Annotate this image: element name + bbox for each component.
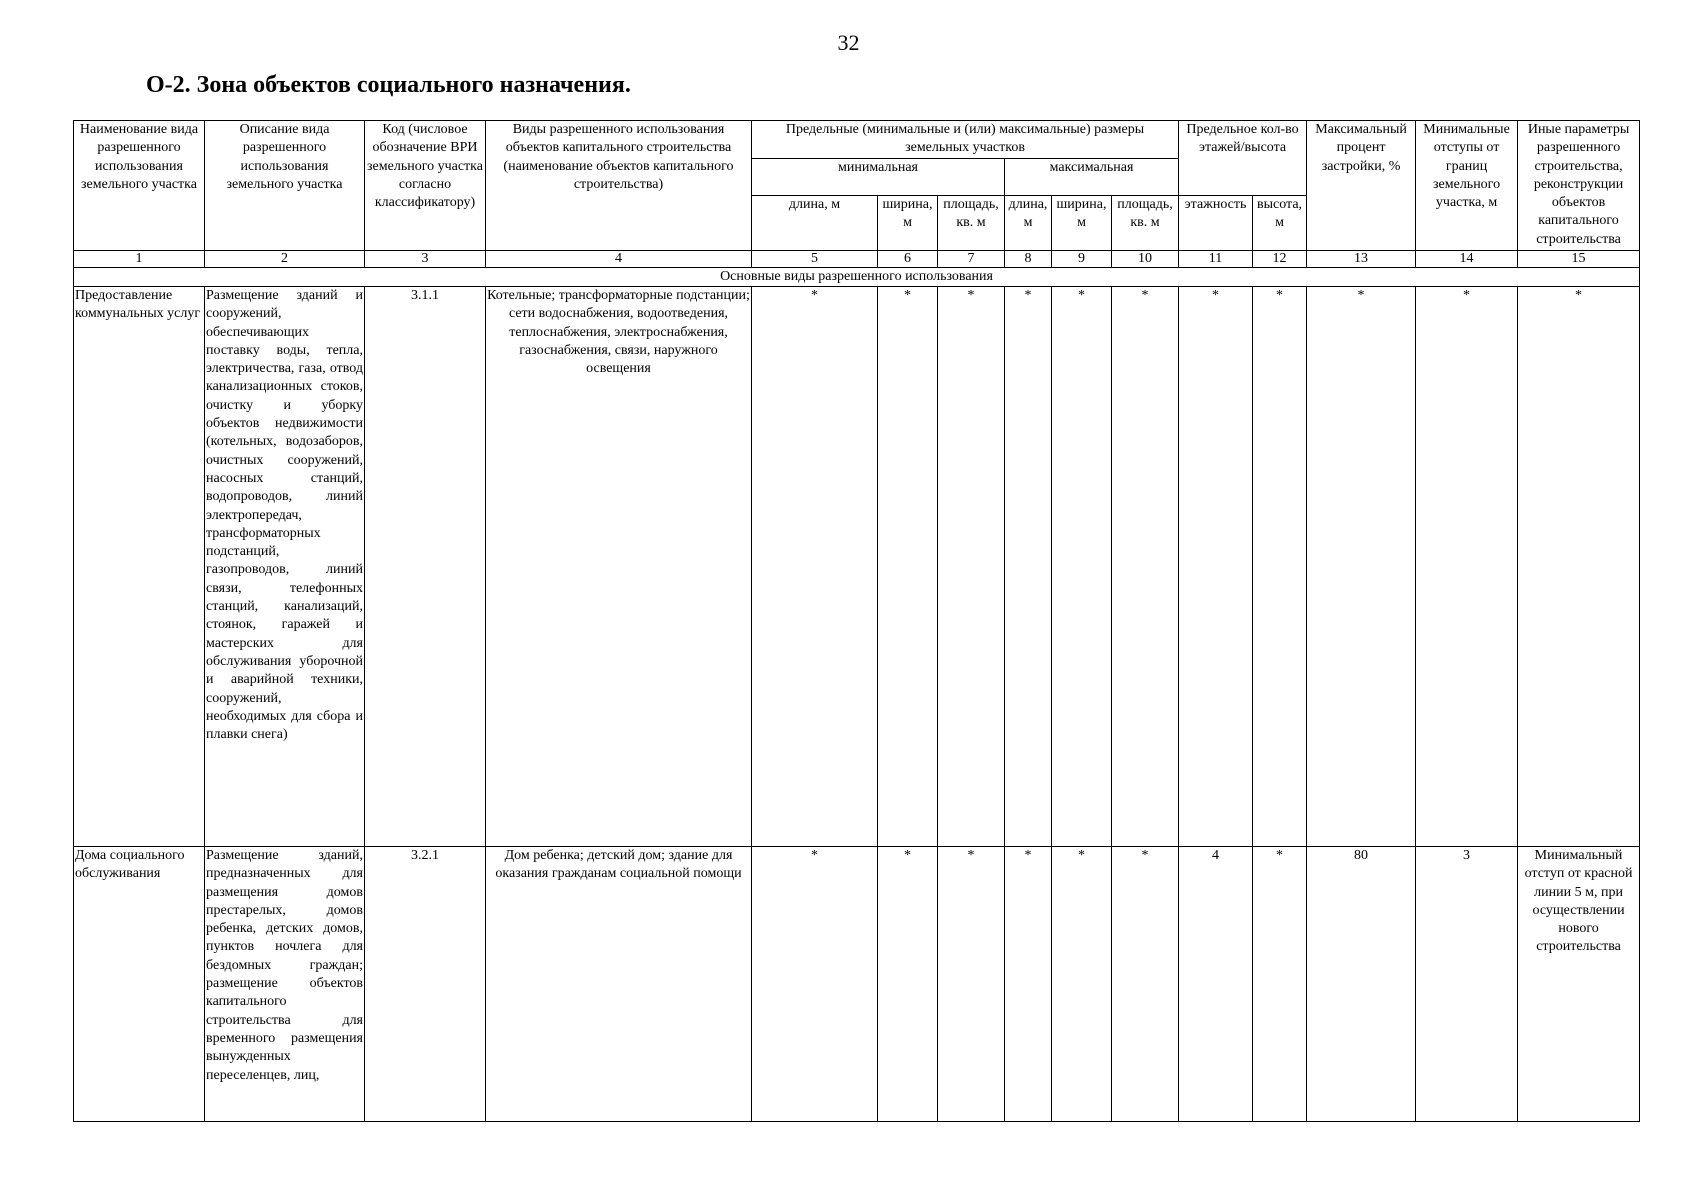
max-coverage: * (1307, 287, 1416, 847)
min-width: * (878, 287, 938, 847)
other-params: Минимальный отступ от красной линии 5 м, при осуществлении нового строительства (1518, 847, 1640, 1122)
header-min-group: минимальная (752, 159, 1005, 196)
header-max-group: максимальная (1005, 159, 1179, 196)
min-width: * (878, 847, 938, 1122)
min-setback: 3 (1416, 847, 1518, 1122)
header-col1: Наименование вида разрешенного использования земельного участка (74, 121, 205, 251)
header-col12: высота, м (1253, 196, 1307, 251)
header-col10: площадь, кв. м (1112, 196, 1179, 251)
max-width: * (1052, 847, 1112, 1122)
section-row (74, 268, 1640, 287)
column-number: 13 (1307, 251, 1416, 268)
use-name: Предоставление коммунальных услуг (74, 287, 205, 847)
header-col6: ширина, м (878, 196, 938, 251)
capital-objects: Котельные; трансформаторные подстанции; сети водоснабжения, водоотведения, теплоснабжения, электроснабжения, газоснабжения, связи, наружного освещения (486, 287, 752, 847)
max-area: * (1112, 847, 1179, 1122)
column-number: 11 (1179, 251, 1253, 268)
min-length: * (752, 847, 878, 1122)
header-size-group: Предельные (минимальные и (или) максимальные) размеры земельных участков (752, 121, 1179, 159)
column-number: 15 (1518, 251, 1640, 268)
floors: 4 (1179, 847, 1253, 1122)
section-title: Основные виды разрешенного использования (74, 268, 1640, 287)
column-number: 8 (1005, 251, 1052, 268)
header-col3: Код (числовое обозначение ВРИ земельного участка согласно классификатору) (365, 121, 486, 251)
column-number: 3 (365, 251, 486, 268)
height: * (1253, 847, 1307, 1122)
max-width: * (1052, 287, 1112, 847)
page-number: 32 (837, 30, 860, 55)
header-row-1 (74, 121, 1640, 159)
header-floors-group: Предельное кол-во этажей/высота (1179, 121, 1307, 196)
column-number: 4 (486, 251, 752, 268)
min-setback: * (1416, 287, 1518, 847)
zone-table (73, 120, 1640, 1122)
page-title: О-2. Зона объектов социального назначения. (146, 72, 631, 98)
other-params: * (1518, 287, 1640, 847)
height: * (1253, 287, 1307, 847)
column-number: 6 (878, 251, 938, 268)
column-number: 12 (1253, 251, 1307, 268)
max-length: * (1005, 847, 1052, 1122)
min-length: * (752, 287, 878, 847)
header-col2: Описание вида разрешенного использования земельного участка (205, 121, 365, 251)
header-col4: Виды разрешенного использования объектов капитального строительства (наименование объектов капитального строительства) (486, 121, 752, 251)
column-number: 10 (1112, 251, 1179, 268)
header-col7: площадь, кв. м (938, 196, 1005, 251)
use-name: Дома социального обслуживания (74, 847, 205, 1122)
column-number: 1 (74, 251, 205, 268)
header-col9: ширина, м (1052, 196, 1112, 251)
max-length: * (1005, 287, 1052, 847)
max-coverage: 80 (1307, 847, 1416, 1122)
header-col14: Минимальные отступы от границ земельного участка, м (1416, 121, 1518, 251)
use-code: 3.2.1 (365, 847, 486, 1122)
table-row (74, 287, 1640, 847)
header-col15: Иные параметры разрешенного строительства, реконструкции объектов капитального строительства (1518, 121, 1640, 251)
column-number: 9 (1052, 251, 1112, 268)
column-number: 5 (752, 251, 878, 268)
column-number: 14 (1416, 251, 1518, 268)
column-number: 7 (938, 251, 1005, 268)
use-description: Размещение зданий и сооружений, обеспечивающих поставку воды, тепла, электричества, газа, отвод канализационных стоков, очистку и уборку объектов недвижимости (котельных, водозаборов, очистных сооружений, насосных станций, водопроводов, линий электропередач, трансформаторных подстанций, газопроводов, линий связи, телефонных станций, канализаций, стоянок, гаражей и мастерских для обслуживания уборочной и аварийной техники, сооружений, необходимых для сбора и плавки снега) (205, 287, 365, 847)
use-code: 3.1.1 (365, 287, 486, 847)
max-area: * (1112, 287, 1179, 847)
use-description: Размещение зданий, предназначенных для размещения домов престарелых, домов ребенка, детских домов, пунктов ночлега для бездомных граждан; размещение объектов капитального строительства для временного размещения вынужденных переселенцев, лиц, (205, 847, 365, 1122)
column-number: 2 (205, 251, 365, 268)
header-col11: этажность (1179, 196, 1253, 251)
header-col8: длина, м (1005, 196, 1052, 251)
floors: * (1179, 287, 1253, 847)
min-area: * (938, 847, 1005, 1122)
table-row (74, 847, 1640, 1122)
min-area: * (938, 287, 1005, 847)
capital-objects: Дом ребенка; детский дом; здание для оказания гражданам социальной помощи (486, 847, 752, 1122)
header-col13: Максимальный процент застройки, % (1307, 121, 1416, 251)
column-number-row (74, 251, 1640, 268)
header-col5: длина, м (752, 196, 878, 251)
